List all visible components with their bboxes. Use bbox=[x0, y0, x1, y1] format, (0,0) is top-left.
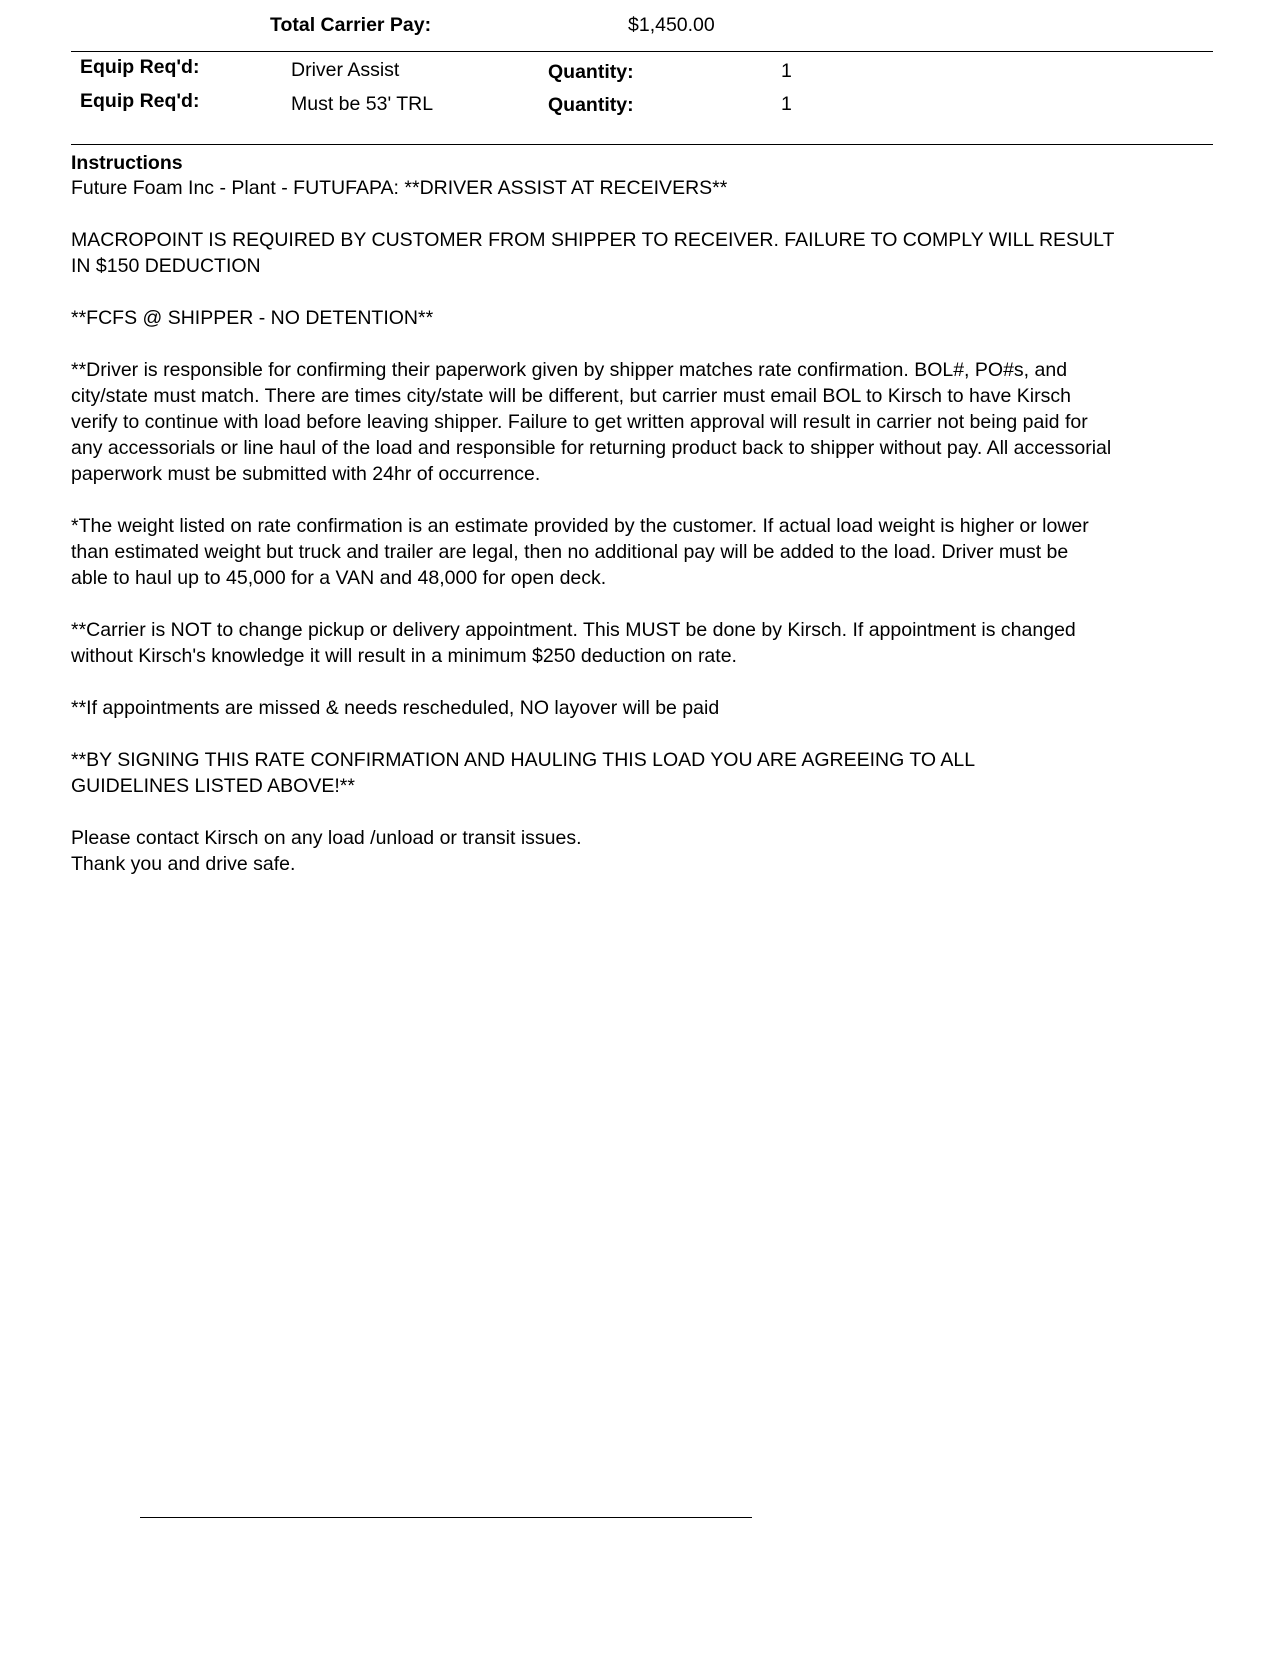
instruction-paragraph: Future Foam Inc - Plant - FUTUFAPA: **DRIVER ASSIST AT RECEIVERS** bbox=[71, 177, 728, 199]
quantity-label: Quantity: bbox=[548, 94, 634, 116]
instruction-paragraph: Please contact Kirsch on any load /unload or transit issues. bbox=[71, 827, 582, 849]
instruction-paragraph: **If appointments are missed & needs rescheduled, NO layover will be paid bbox=[71, 697, 720, 719]
instruction-paragraph: **Driver is responsible for confirming their paperwork given by shipper matches rate confirmation. BOL#, PO#s, and city/state must match. There are times city/state will be different, but carrier must email BOL to Kirsch to have Kirsch verify to continue with load before leaving shipper. Failure to get written approval will result in carrier not being paid for any accessorials or line haul of the load and responsible for returning product back to shipper without pay. All accessorial paperwork must be submitted with 24hr of occurrence. bbox=[71, 359, 1112, 485]
instruction-paragraph: Thank you and drive safe. bbox=[71, 853, 296, 875]
instruction-paragraph: **Carrier is NOT to change pickup or delivery appointment. This MUST be done by Kirsch. If appointment is changed without Kirsch's knowledge it will result in a minimum $250 deduction on rate. bbox=[71, 619, 1076, 667]
instructions-heading: Instructions bbox=[71, 152, 183, 174]
instructions-body bbox=[71, 175, 1221, 877]
equip-item: Must be 53' TRL bbox=[291, 93, 434, 115]
quantity-value: 1 bbox=[781, 60, 792, 82]
instruction-paragraph: **BY SIGNING THIS RATE CONFIRMATION AND HAULING THIS LOAD YOU ARE AGREEING TO ALL GUIDELINES LISTED ABOVE!** bbox=[71, 749, 975, 797]
equip-label: Equip Req'd: bbox=[80, 90, 200, 112]
quantity-label: Quantity: bbox=[548, 61, 634, 83]
quantity-value: 1 bbox=[781, 93, 792, 115]
divider-middle bbox=[71, 144, 1213, 145]
instruction-paragraph: **FCFS @ SHIPPER - NO DETENTION** bbox=[71, 307, 434, 329]
signature-line bbox=[140, 1517, 752, 1518]
total-carrier-pay-label: Total Carrier Pay: bbox=[270, 14, 432, 36]
divider-top bbox=[71, 51, 1213, 52]
instruction-paragraph: *The weight listed on rate confirmation is an estimate provided by the customer. If actual load weight is higher or lower than estimated weight but truck and trailer are legal, then no additional pay will be added to the load. Driver must be able to haul up to 45,000 for a VAN and 48,000 for open deck. bbox=[71, 515, 1089, 589]
instruction-paragraph: MACROPOINT IS REQUIRED BY CUSTOMER FROM SHIPPER TO RECEIVER. FAILURE TO COMPLY WILL RESULT IN $150 DEDUCTION bbox=[71, 229, 1115, 277]
total-carrier-pay-value: $1,450.00 bbox=[628, 14, 715, 36]
equip-label: Equip Req'd: bbox=[80, 56, 200, 78]
equip-item: Driver Assist bbox=[291, 59, 400, 81]
